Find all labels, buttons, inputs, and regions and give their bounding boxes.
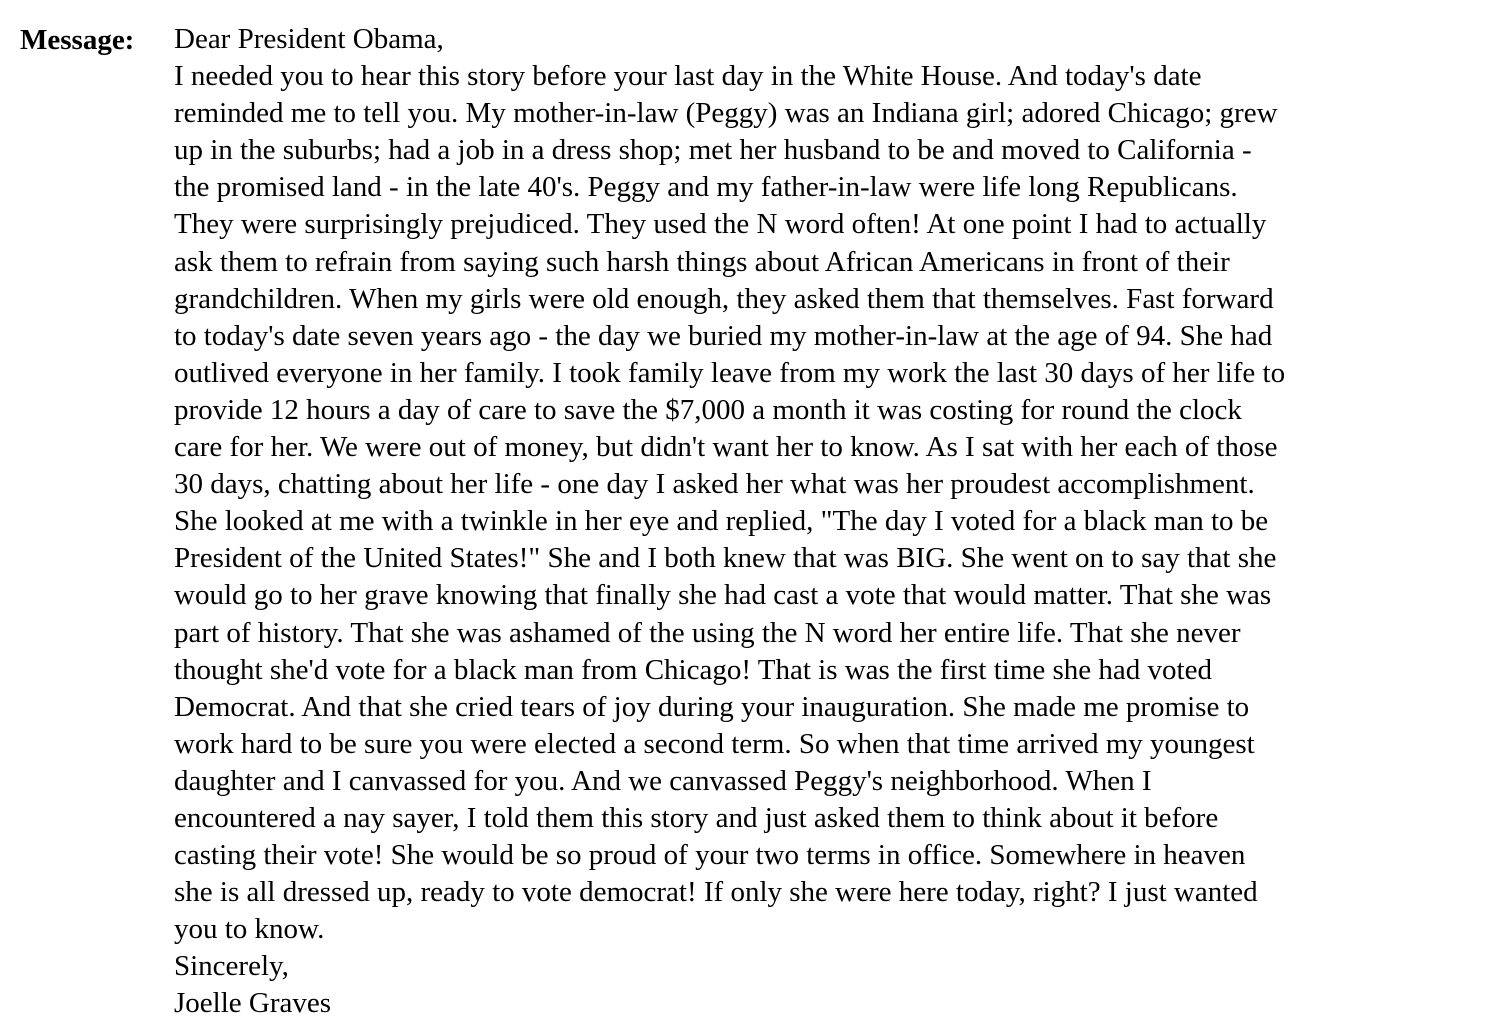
message-line: outlived everyone in her family. I took family leave from my work the last 30 days of her life to [174, 356, 1286, 389]
message-line: would go to her grave knowing that finally she had cast a vote that would matter. That she was [174, 579, 1272, 612]
message-line: They were surprisingly prejudiced. They used the N word often! At one point I had to actually [174, 208, 1267, 241]
message-line: the promised land - in the late 40's. Peggy and my father-in-law were life long Republicans. [174, 171, 1238, 204]
message-line: ask them to refrain from saying such harsh things about African Americans in front of their [174, 245, 1230, 278]
message-body [174, 21, 1474, 1023]
message-line: President of the United States!" She and I both knew that was BIG. She went on to say that she [174, 542, 1277, 575]
message-line: casting their vote! She would be so proud of your two terms in office. Somewhere in heaven [174, 839, 1246, 872]
message-line: reminded me to tell you. My mother-in-law (Peggy) was an Indiana girl; adored Chicago; grew [174, 97, 1278, 130]
message-line: provide 12 hours a day of care to save the $7,000 a month it was costing for round the clock [174, 393, 1242, 426]
message-line: Dear President Obama, [174, 23, 444, 55]
message-line: Democrat. And that she cried tears of joy during your inauguration. She made me promise to [174, 690, 1250, 723]
message-line: work hard to be sure you were elected a second term. So when that time arrived my youngest [174, 727, 1255, 760]
message-line: part of history. That she was ashamed of the using the N word her entire life. That she never [174, 616, 1241, 649]
message-line: encountered a nay sayer, I told them this story and just asked them to think about it before [174, 801, 1219, 834]
message-line: care for her. We were out of money, but didn't want her to know. As I sat with her each of those [174, 431, 1278, 464]
message-line: She looked at me with a twinkle in her eye and replied, "The day I voted for a black man to be [174, 505, 1269, 538]
message-line: 30 days, chatting about her life - one day I asked her what was her proudest accomplishment. [174, 468, 1255, 501]
message-line: thought she'd vote for a black man from Chicago! That is was the first time she had voted [174, 653, 1212, 686]
message-line: Sincerely, [174, 950, 289, 983]
message-line: grandchildren. When my girls were old enough, they asked them that themselves. Fast forward [174, 282, 1274, 315]
message-field-label: Message: [20, 24, 135, 56]
message-line: daughter and I canvassed for you. And we canvassed Peggy's neighborhood. When I [174, 764, 1152, 797]
message-line: Joelle Graves [174, 987, 332, 1020]
message-line: up in the suburbs; had a job in a dress shop; met her husband to be and moved to California - [174, 134, 1252, 167]
message-line: she is all dressed up, ready to vote democrat! If only she were here today, right? I just wanted [174, 876, 1258, 909]
message-line: I needed you to hear this story before your last day in the White House. And today's date [174, 60, 1202, 93]
message-line: you to know. [174, 913, 325, 946]
message-line: to today's date seven years ago - the day we buried my mother-in-law at the age of 94. She had [174, 319, 1273, 352]
